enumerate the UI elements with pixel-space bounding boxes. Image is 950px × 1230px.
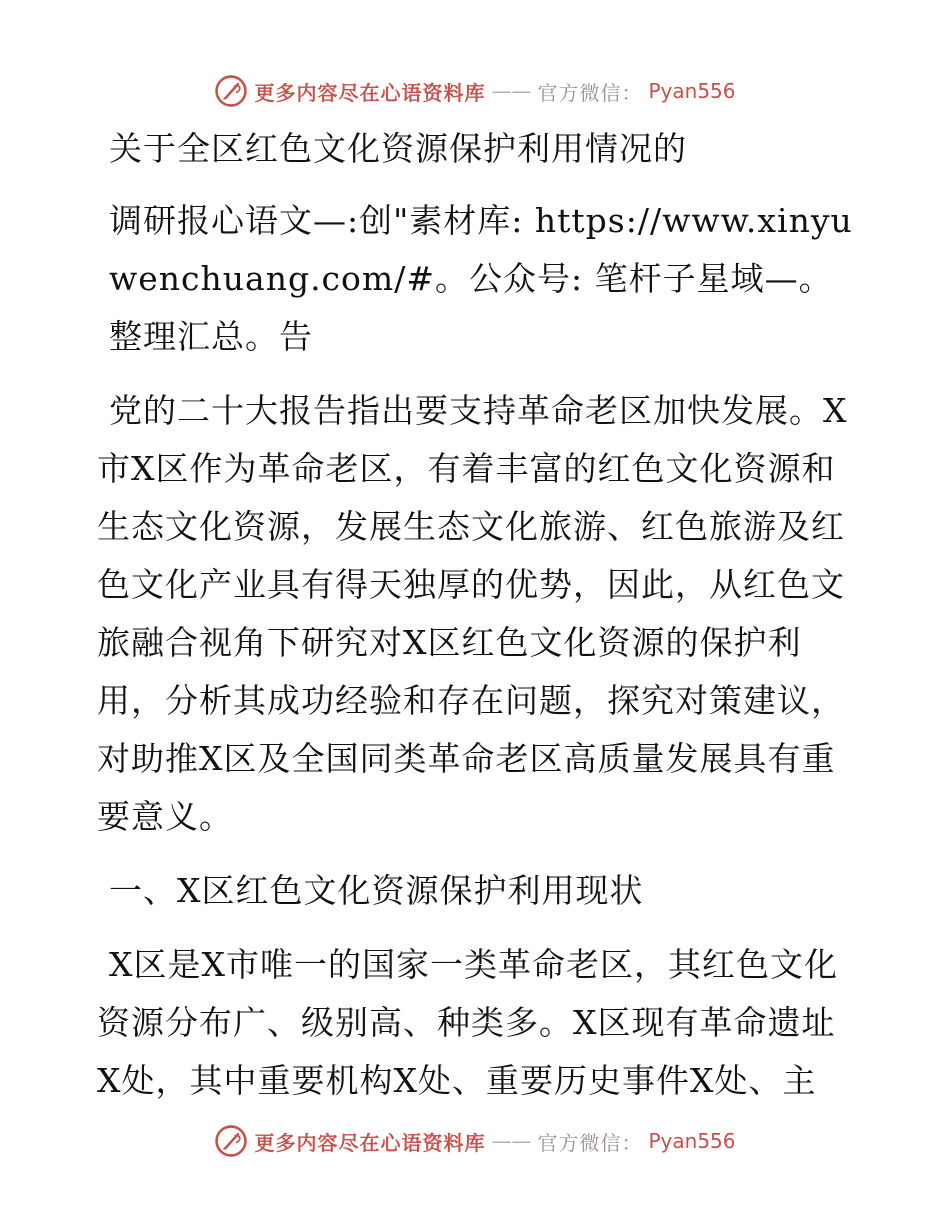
banner-separator: —— <box>491 1129 532 1153</box>
feather-pen-logo-icon <box>214 1124 248 1158</box>
banner-wechat-id: Pyan556 <box>648 79 736 103</box>
banner-main-text: 更多内容尽在心语资料库 <box>254 1130 486 1155</box>
banner-main-text: 更多内容尽在心语资料库 <box>254 80 486 105</box>
footer-watermark-banner <box>0 1124 950 1158</box>
banner-separator: —— <box>491 79 532 103</box>
banner-wechat-label: 官方微信： <box>537 80 643 105</box>
banner-wechat-id: Pyan556 <box>648 1129 736 1153</box>
document-title-line-2: 调研报心语文—:创"素材库: https://www.xinyuwenchuang.com/#。公众号: 笔杆子星域—。整理汇总。告 <box>109 201 853 356</box>
feather-pen-logo-icon <box>214 74 248 108</box>
document-body <box>97 120 857 1110</box>
header-watermark-banner <box>0 74 950 108</box>
banner-wechat-label: 官方微信： <box>537 1130 643 1155</box>
intro-paragraph: 党的二十大报告指出要支持革命老区加快发展。X市X区作为革命老区，有着丰富的红色文化资源和生态文化资源，发展生态文化旅游、红色旅游及红色文化产业具有得天独厚的优势，因此，从红色文旅融合视角下研究对X区红色文化资源的保护利用，分析其成功经验和存在问题，探究对策建议，对助推X区及全国同类革命老区高质量发展具有重要意义。 <box>97 391 848 836</box>
document-title-line-1: 关于全区红色文化资源保护利用情况的 <box>109 129 687 168</box>
section-1-heading: 一、X区红色文化资源保护利用现状 <box>109 871 644 910</box>
section-1-paragraph: X区是X市唯一的国家一类革命老区，其红色文化资源分布广、级别高、种类多。X区现有革命遗址X处，其中重要机构X处、重要历史事件X处、主 <box>97 945 838 1100</box>
